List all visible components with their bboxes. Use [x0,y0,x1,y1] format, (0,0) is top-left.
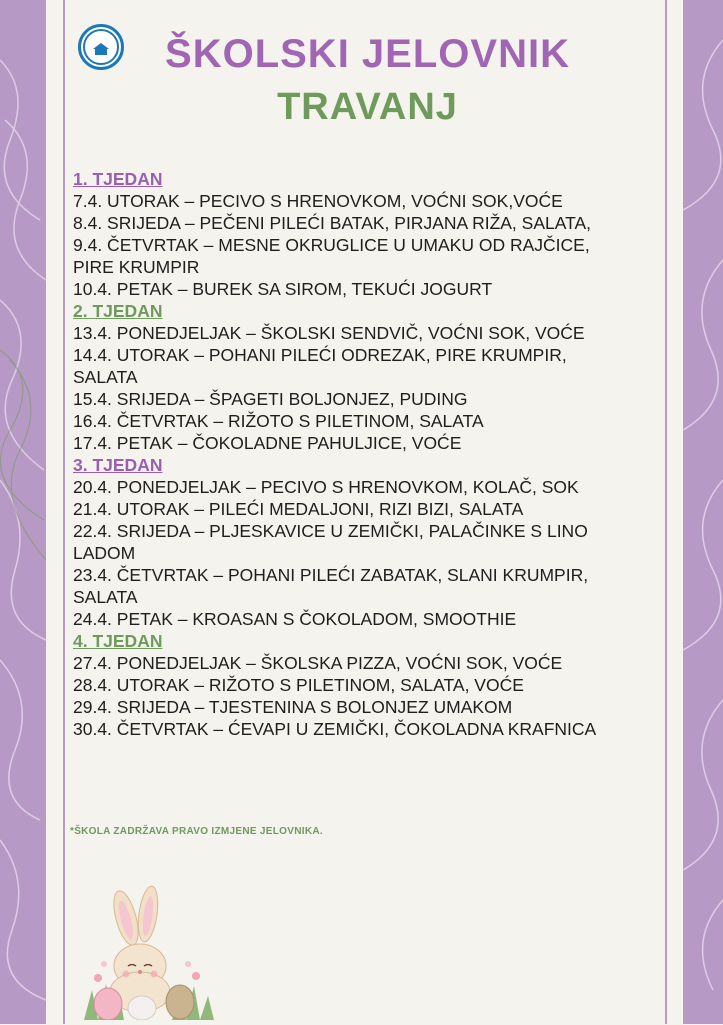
week-heading: 3. TJEDAN [73,455,163,475]
menu-line: SALATA [73,587,138,607]
week-heading: 2. TJEDAN [73,301,163,321]
menu-line: PIRE KRUMPIR [73,257,200,277]
swirl-pattern-icon [683,0,723,1024]
menu-list [73,168,653,740]
week-heading: 1. TJEDAN [73,169,163,189]
menu-line: SALATA [73,367,138,387]
menu-line: 30.4. ČETVRTAK – ĆEVAPI U ZEMIČKI, ČOKOLADNA KRAFNICA [73,719,597,739]
menu-line: 23.4. ČETVRTAK – POHANI PILEĆI ZABATAK, SLANI KRUMPIR, [73,565,589,585]
menu-line: 20.4. PONEDJELJAK – PECIVO S HRENOVKOM, KOLAČ, SOK [73,477,579,497]
month-subtitle: TRAVANJ [277,86,458,128]
menu-line: 9.4. ČETVRTAK – MESNE OKRUGLICE U UMAKU OD RAJČICE, [73,235,590,255]
menu-line: 21.4. UTORAK – PILEĆI MEDALJONI, RIZI BIZI, SALATA [73,499,524,519]
page-title: ŠKOLSKI JELOVNIK [165,32,570,76]
menu-line: 15.4. SRIJEDA – ŠPAGETI BOLJONJEZ, PUDING [73,389,468,409]
menu-line: 29.4. SRIJEDA – TJESTENINA S BOLONJEZ UMAKOM [73,697,513,717]
menu-line: 17.4. PETAK – ČOKOLADNE PAHULJICE, VOĆE [73,433,462,453]
swirl-pattern-icon [0,0,46,1024]
menu-line: 14.4. UTORAK – POHANI PILEĆI ODREZAK, PIRE KRUMPIR, [73,345,567,365]
footer-disclaimer: *ŠKOLA ZADRŽAVA PRAVO IZMJENE JELOVNIKA. [70,826,323,837]
menu-line: 24.4. PETAK – KROASAN S ČOKOLADOM, SMOOTHIE [73,609,517,629]
inner-frame-line-left [63,0,65,1024]
left-decorative-border [0,0,46,1024]
right-decorative-border [683,0,723,1024]
menu-line: 22.4. SRIJEDA – PLJESKAVICE U ZEMIČKI, PALAČINKE S LINO [73,521,588,541]
menu-line: 13.4. PONEDJELJAK – ŠKOLSKI SENDVIČ, VOĆNI SOK, VOĆE [73,323,585,343]
week-heading: 4. TJEDAN [73,631,163,651]
menu-line: 28.4. UTORAK – RIŽOTO S PILETINOM, SALATA, VOĆE [73,675,524,695]
menu-line: 16.4. ČETVRTAK – RIŽOTO S PILETINOM, SALATA [73,411,484,431]
menu-line: LADOM [73,543,136,563]
inner-frame-line-right [665,0,667,1024]
menu-line: 8.4. SRIJEDA – PEČENI PILEĆI BATAK, PIRJANA RIŽA, SALATA, [73,213,592,233]
menu-line: 27.4. PONEDJELJAK – ŠKOLSKA PIZZA, VOĆNI SOK, VOĆE [73,653,563,673]
easter-bunny-icon [84,880,214,1020]
menu-line: 10.4. PETAK – BUREK SA SIROM, TEKUĆI JOGURT [73,279,493,299]
menu-line: 7.4. UTORAK – PECIVO S HRENOVKOM, VOĆNI SOK,VOĆE [73,191,563,211]
